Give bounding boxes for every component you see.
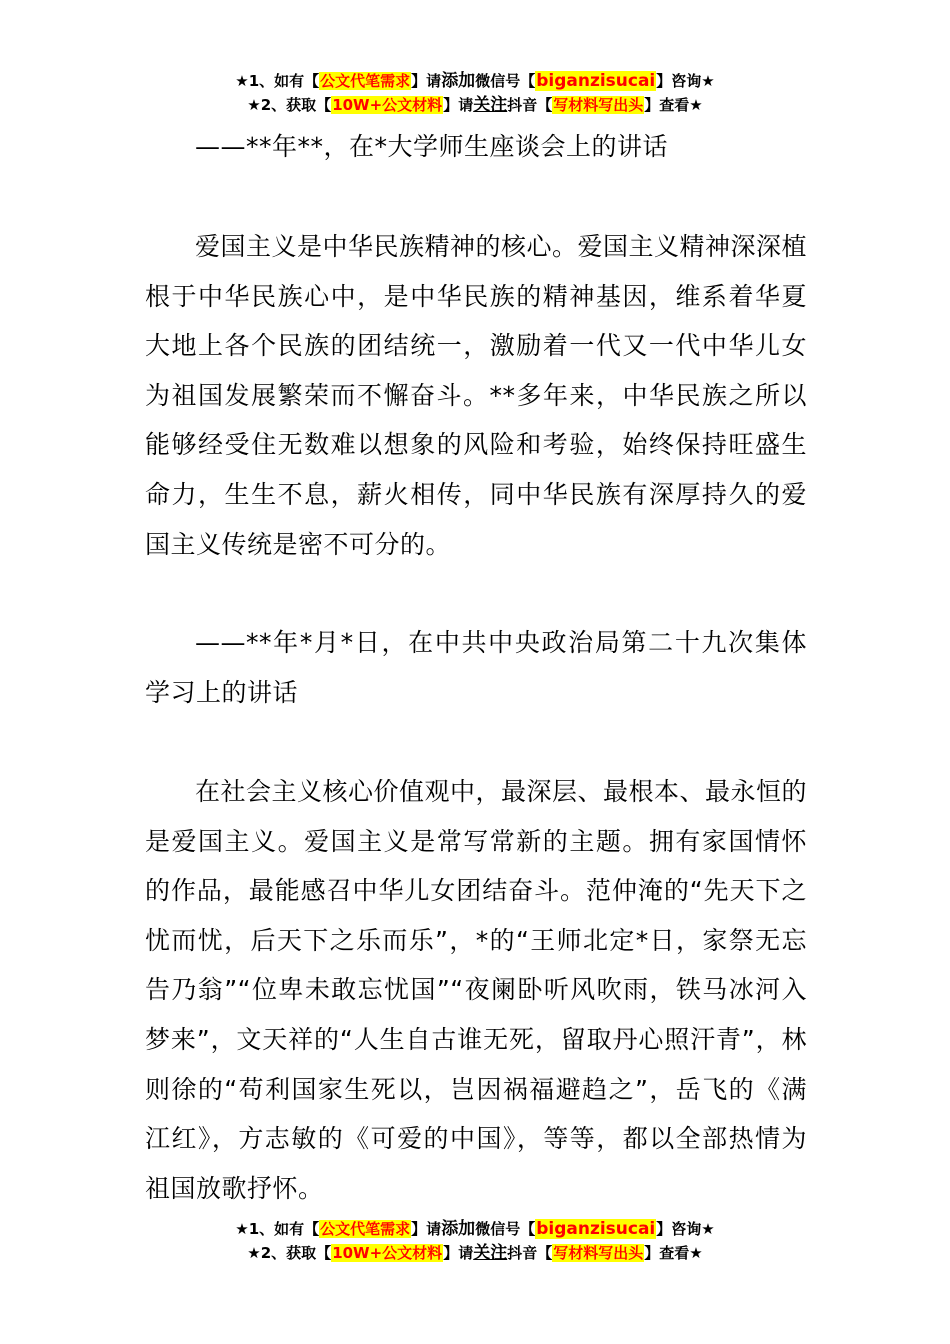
banner-highlight: 公文代笔需求 [320,72,411,90]
banner-highlight: 公文代笔需求 [320,1220,411,1238]
banner-text: 抖音【 [507,1244,553,1262]
banner-text: ★1、如有【 [235,1220,320,1238]
banner-text: 】咨询★ [656,1220,715,1238]
body-paragraph-2 [145,767,807,1213]
banner-line-1 [0,69,950,93]
banner-text: ★2、获取【 [247,1244,332,1262]
banner-text: 抖音【 [507,96,553,114]
source-attribution-2 [145,618,807,717]
source-line: ——**年*月*日，在中共中央政治局第二十九次集体学习上的讲话 [145,628,807,707]
banner-text: 】请 [443,96,474,114]
banner-wechat-id: biganzisucai [536,1219,656,1239]
banner-text: ★1、如有【 [235,72,320,90]
paragraph-text: 爱国主义是中华民族精神的核心。爱国主义精神深深植根于中华民族心中，是中华民族的精神基因，维系着华夏大地上各个民族的团结统一，激励着一代又一代中华儿女为祖国发展繁荣而不懈奋斗。**多年来，中华民族之所以能够经受住无数难以想象的风险和考验，始终保持旺盛生命力，生生不息，薪火相传，同中华民族有深厚持久的爱国主义传统是密不可分的。 [145,232,808,559]
header-banner [0,69,950,117]
banner-douyin-id: 写材料写出头 [553,96,644,114]
source-line: ——**年**，在*大学师生座谈会上的讲话 [195,132,669,161]
footer-banner [0,1217,950,1265]
banner-line-2 [0,1241,950,1265]
banner-text: 】请 [411,1220,442,1238]
paragraph-text: 在社会主义核心价值观中，最深层、最根本、最永恒的是爱国主义。爱国主义是常写常新的主题。拥有家国情怀的作品，最能感召中华儿女团结奋斗。范仲淹的“先天下之忧而忧，后天下之乐而乐”，*的“王师北定*日，家祭无忘告乃翁”“位卑未敢忘忧国”“夜阑卧听风吹雨，铁马冰河入梦来”，文天祥的“人生自古谁无死，留取丹心照汗青”，林则徐的“苟利国家生死以，岂因祸福避趋之”，岳飞的《满江红》，方志敏的《可爱的中国》，等等，都以全部热情为祖国放歌抒怀。 [145,777,808,1203]
banner-text: 】查看★ [644,96,703,114]
banner-douyin-id: 写材料写出头 [553,1244,644,1262]
banner-text: 微信号【 [475,72,536,90]
banner-emphasis: 关注 [473,1243,508,1263]
banner-text: 】查看★ [644,1244,703,1262]
banner-emphasis: 添加 [441,1219,476,1239]
banner-text: 】咨询★ [656,72,715,90]
banner-line-1 [0,1217,950,1241]
banner-highlight: 10W+公文材料 [332,96,443,114]
banner-highlight: 10W+公文材料 [332,1244,443,1262]
banner-line-2 [0,93,950,117]
banner-text: 】请 [411,72,442,90]
banner-text: 微信号【 [475,1220,536,1238]
banner-text: ★2、获取【 [247,96,332,114]
banner-text: 】请 [443,1244,474,1262]
banner-wechat-id: biganzisucai [536,71,656,91]
banner-emphasis: 添加 [441,71,476,91]
banner-emphasis: 关注 [473,95,508,115]
body-paragraph-1 [145,222,807,569]
source-attribution-1 [145,122,807,172]
